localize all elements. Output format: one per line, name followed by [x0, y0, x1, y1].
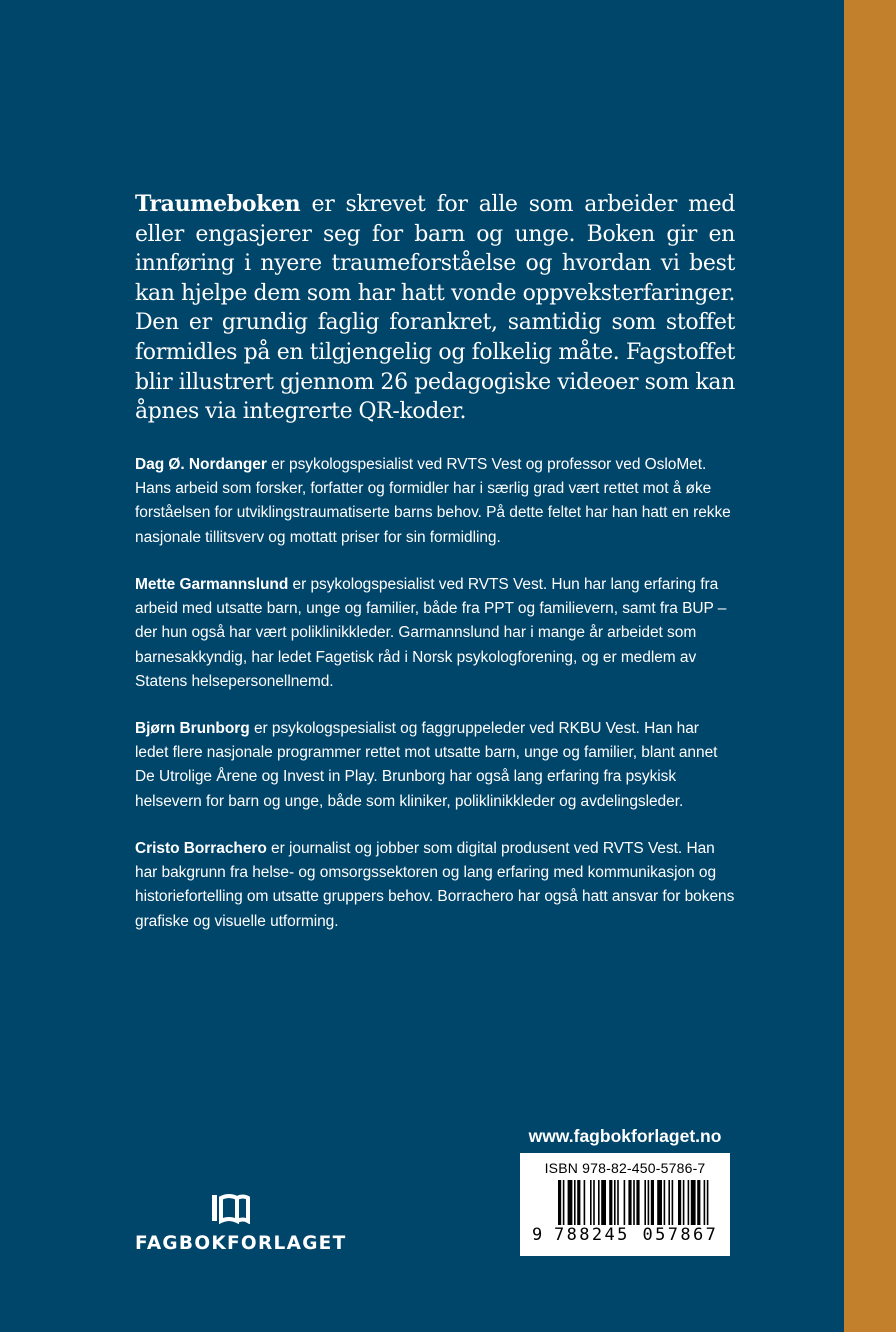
author-bio — [135, 717, 735, 814]
isbn-barcode — [520, 1153, 730, 1256]
publisher-logo — [135, 1192, 347, 1262]
author-name: Bjørn Brunborg — [135, 720, 250, 737]
author-bio — [135, 573, 735, 694]
publisher-name: FAGBOKFORLAGET — [135, 1233, 347, 1254]
spine-color-strip — [844, 0, 896, 1332]
blurb-text: er skrevet for alle som arbeider med eller engasjerer seg for barn og unge. Boken gir en innføring i nyere traumeforståelse og hvordan vi best kan hjelpe dem som har hatt vonde oppveksterfaringer. Den er grundig faglig forankret, samtidig som stoffet formidles på en tilgjengelig og folkelig måte. Fagstoffet blir illustrert gjennom 26 pedagogiske videoer som kan åpnes via integrerte QR-koder. — [135, 192, 735, 425]
author-name: Cristo Borrachero — [135, 840, 267, 857]
author-bio-text: er psykologspesialist ved RVTS Vest. Hun har lang erfaring fra arbeid med utsatte barn, unge og familier, både fra PPT og familievern, samt fra BUP – der hun også har vært poliklinikkleder. Garmannslund har i mange år arbeidet som barnesakkyndig, har ledet Fagetisk råd i Norsk psykologforening, og er medlem av Statens helsepersonellnemd. — [135, 576, 727, 690]
barcode-first-digit: 9 — [532, 1225, 543, 1245]
book-title: Traumeboken — [135, 191, 301, 217]
isbn-label: ISBN 978-82-450-5786-7 — [544, 1160, 706, 1176]
author-name: Mette Garmannslund — [135, 576, 289, 593]
author-bio-text: er journalist og jobber som digital produsent ved RVTS Vest. Han har bakgrunn fra helse- og omsorgssektoren og lang erfaring med kommunikasjon og historiefortelling om utsatte gruppers behov. Borrachero har også hatt ansvar for bokens grafiske og visuelle utforming. — [135, 840, 735, 930]
author-bio — [135, 453, 735, 550]
publisher-website: www.fagbokforlaget.no — [528, 1126, 722, 1146]
book-logo-icon — [209, 1192, 251, 1224]
author-name: Dag Ø. Nordanger — [135, 456, 267, 473]
author-bio-text: er psykologspesialist ved RVTS Vest og professor ved OsloMet. Hans arbeid som forsker, forfatter og formidler har i særlig grad vært rettet mot å øke forståelsen for utviklingstraumatiserte barns behov. På dette feltet har han hatt en rekke nasjonale tillitsverv og mottatt priser for sin formidling. — [135, 456, 731, 546]
book-blurb — [135, 190, 735, 427]
author-bio-text: er psykologspesialist og faggruppeleder ved RKBU Vest. Han har ledet flere nasjonale programmer rettet mot utsatte barn, unge og familier, blant annet De Utrolige Årene og Invest in Play. Brunborg har også lang erfaring fra psykisk helsevern for barn og unge, både som kliniker, poliklinikkleder og avdelingsleder. — [135, 720, 718, 810]
barcode-digits: 788245 057867 — [554, 1225, 726, 1245]
author-bio — [135, 837, 735, 934]
